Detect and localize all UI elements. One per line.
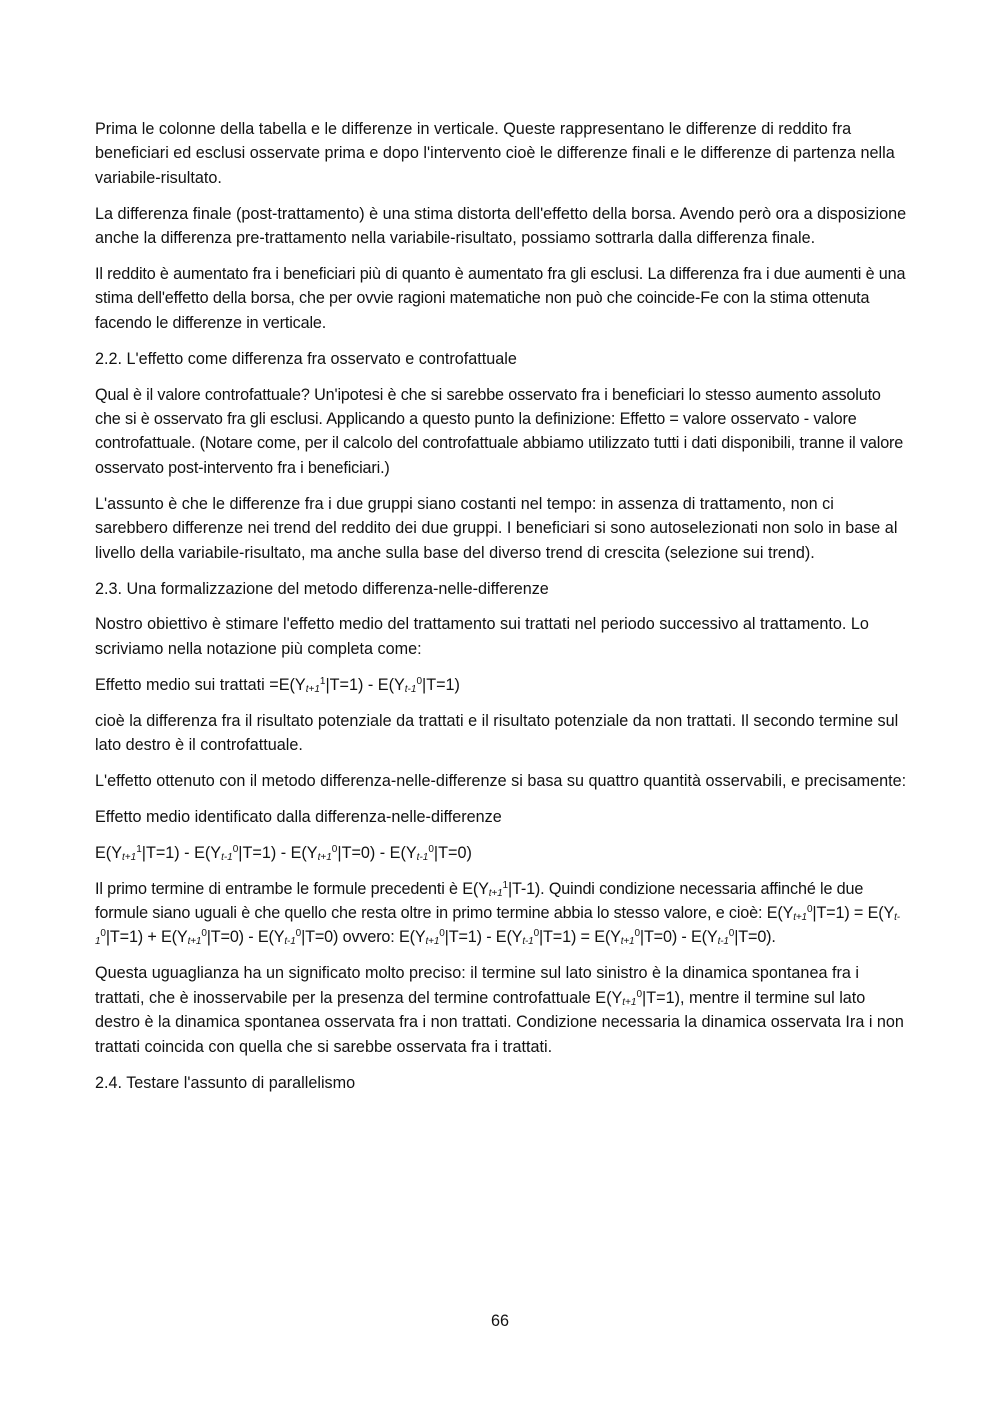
page-number: 66: [490, 1312, 509, 1330]
section-heading-2-2: 2.2. L'effetto come differenza fra osservato e controfattuale: [95, 349, 517, 368]
section-heading-2-4: 2.4. Testare l'assunto di parallelismo: [95, 1073, 356, 1092]
paragraph-final-difference: La differenza finale (post-trattamento) è una stima distorta dell'effetto della borsa. Avendo però ora a disposizione anche la differenza pre-trattamento nella variabile-risultato, possiamo sottrarla dalla differenza finale.: [95, 204, 907, 248]
section-heading-2-3: 2.3. Una formalizzazione del metodo differenza-nelle-differenze: [95, 579, 549, 598]
formula-did: $E(Y_{t+1}^1|T=1) - E(Y_{t-1}^0|T=1) - E(Y_{t+1}^0|T=0) - E(Y_{t-1}^0|T=0)$: [95, 843, 472, 863]
paragraph-parallel-assumption: L'assunto è che le differenze fra i due gruppi siano costanti nel tempo: in assenza di trattamento, non ci sarebbero differenze nei trend del reddito dei due gruppi. I beneficiari si sono autoselezionati non solo in base al livello della variabile-risultato, ma anche sulla base del diverso trend di crescita (selezione sui trend).: [95, 494, 898, 562]
paragraph-objective: Nostro obiettivo è stimare l'effetto medio del trattamento sui trattati nel periodo successivo al trattamento. Lo scriviamo nella notazione più completa come:: [95, 615, 869, 658]
paragraph-equality-meaning: Questa uguaglianza ha un significato molto preciso: il termine sul lato sinistro è la dinamica spontanea fra i trattati, che è inosservabile per la presenza del termine controfattuale $E(Y_{t+1}^0|T=1)$, mentre il termine sul lato destro è la dinamica spontanea osservata fra i non trattati. Condizione necessaria la dinamica osservata Ira i non trattati coincida con quella che si sarebbe osservata fra i trattati.: [95, 964, 904, 1056]
formula-average-effect: Effetto medio sui trattati $=E(Y_{t+1}^1|T=1) - E(Y_{t-1}^0|T=1)$: [95, 675, 460, 695]
formula-label-did: Effetto medio identificato dalla differenza-nelle-differenze: [95, 807, 502, 826]
paragraph-income-increase: Il reddito è aumentato fra i beneficiari più di quanto è aumentato fra gli esclusi. La differenza fra i due aumenti è una stima dell'effetto della borsa, che per ovvie ragioni matematiche non può che coincide-Fe con la stima ottenuta facendo le differenze in verticale.: [95, 265, 906, 332]
paragraph-necessary-condition: Il primo termine di entrambe le formule precedenti è $E(Y_{t+1}^1|T-1)$. Quindi condizione necessaria affinché le due formule siano uguali è che quello che resta oltre in primo termine abbia lo stesso valore, e cioè: $E(Y_{t+1}^0|T=1) = E(Y_{t-1}^0|T=1) + E(Y_{t+1}^0|T=0) - E(Y_{t-1}^0|T=0)$ ovvero: $E(Y_{t+1}^0|T=1) - E(Y_{t-1}^0|T=1) = E(Y_{t+1}^0|T=0) - E(Y_{t-1}^0|T=0)$.: [95, 879, 900, 948]
page-body: [95, 117, 907, 1106]
paragraph-table-columns: Prima le colonne della tabella e le differenze in verticale. Queste rappresentano le differenze di reddito fra beneficiari ed esclusi osservate prima e dopo l'intervento cioè le differenze finali e le differenze di partenza nella variabile-risultato.: [95, 120, 895, 187]
paragraph-counterfactual-value: Qual è il valore controfattuale? Un'ipotesi è che si sarebbe osservato fra i beneficiari lo stesso aumento assoluto che si è osservato fra gli esclusi. Applicando a questo punto la definizione: Effetto = valore osservato - valore controfattuale. (Notare come, per il calcolo del controfattuale abbiamo utilizzato tutti i dati disponibili, tranne il valore osservato post-intervento fra i beneficiari.): [95, 385, 904, 477]
paragraph-four-quantities: L'effetto ottenuto con il metodo differenza-nelle-differenze si basa su quattro quantità osservabili, e precisamente:: [95, 771, 907, 790]
paragraph-potential-outcomes: cioè la differenza fra il risultato potenziale da trattati e il risultato potenziale da non trattati. Il secondo termine sul lato destro è il controfattuale.: [95, 711, 899, 755]
